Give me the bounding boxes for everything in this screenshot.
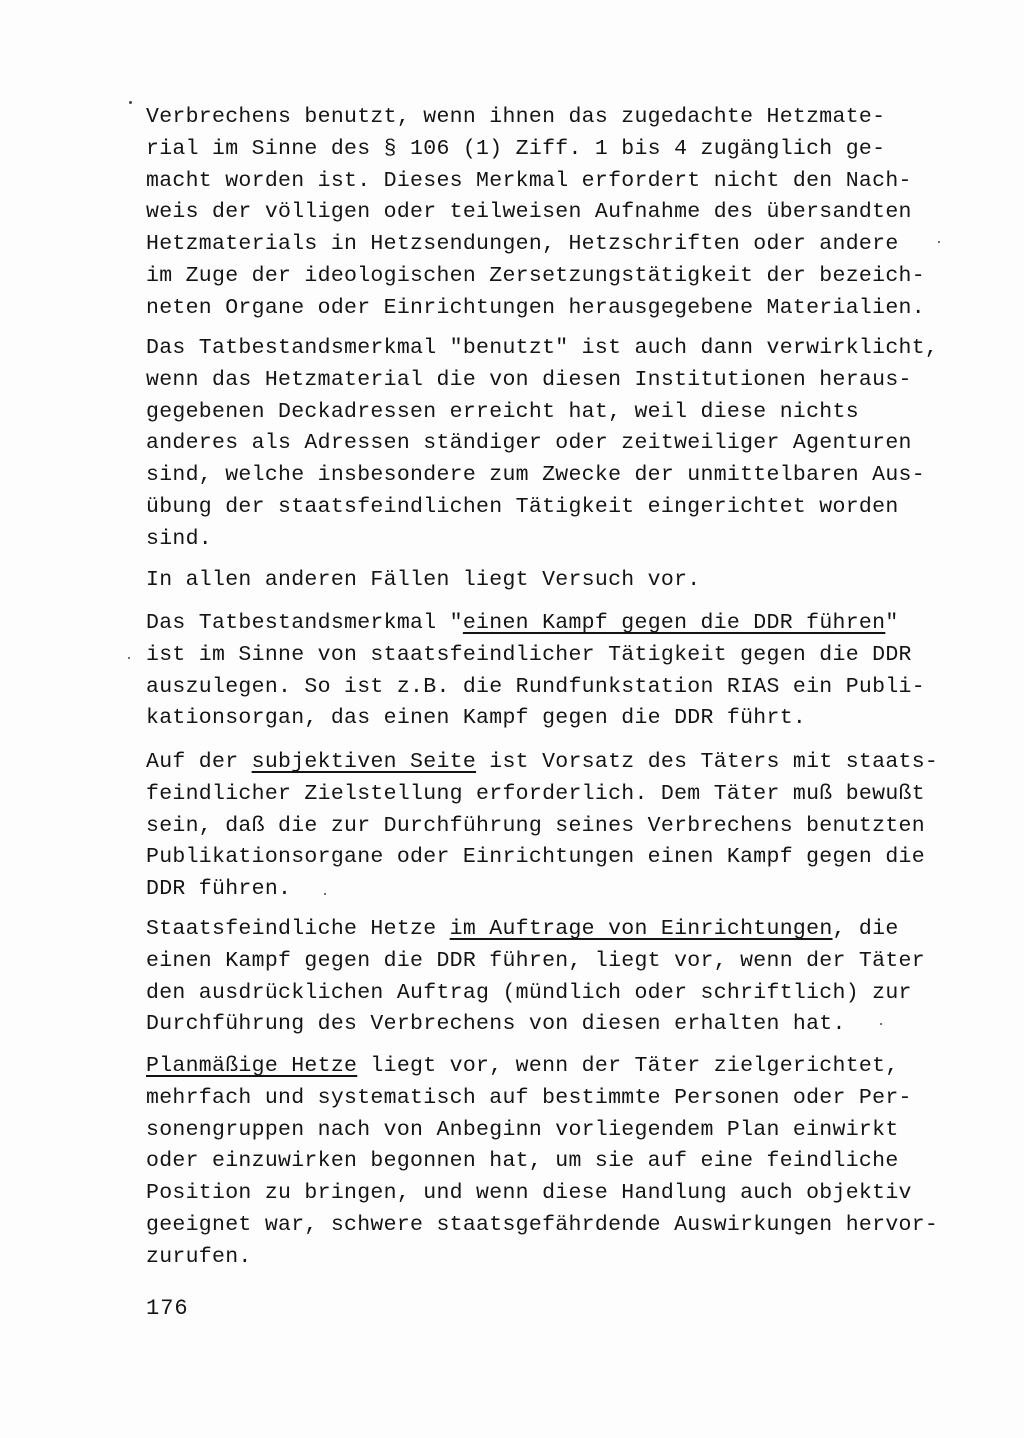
text-line: gegebenen Deckadressen erreicht hat, weil diese nichts (146, 399, 859, 424)
text-line: geeignet war, schwere staatsgefährdende Auswirkungen hervor- (146, 1212, 939, 1237)
text-line: den ausdrücklichen Auftrag (mündlich oder schriftlich) zur (146, 980, 912, 1005)
text-line (146, 1051, 938, 1083)
text-line: mehrfach und systematisch auf bestimmte Personen oder Per- (146, 1085, 912, 1110)
text-line: Publikationsorgane oder Einrichtungen einen Kampf gegen die (146, 845, 925, 870)
text-line: wenn das Hetzmaterial die von diesen Institutionen heraus- (146, 367, 912, 392)
paragraph-4 (146, 608, 925, 735)
text-line: Verbrechens benutzt, wenn ihnen das zugedachte Hetzmate- (146, 105, 886, 129)
text-line: oder einzuwirken begonnen hat, um sie auf eine feindliche (146, 1149, 899, 1174)
paragraph-5 (146, 747, 938, 906)
text-line: sind. (146, 526, 213, 551)
text-line: sein, daß die zur Durchführung seines Verbrechens benutzten (146, 813, 925, 838)
text-segment: " (885, 611, 899, 635)
paragraph-7 (146, 1051, 938, 1274)
text-line: Position zu bringen, und wenn diese Handlung auch objektiv (146, 1181, 912, 1206)
text-line: im Zuge der ideologischen Zersetzungstätigkeit der bezeich- (146, 263, 925, 288)
text-line: sind, welche insbesondere zum Zwecke der unmittelbaren Aus- (146, 463, 925, 488)
text-segment: ist Vorsatz des Täters mit staats- (476, 750, 939, 774)
text-line: anderes als Adressen ständiger oder zeitweiliger Agenturen (146, 431, 912, 456)
text-segment: liegt vor, wenn der Täter zielgerichtet, (357, 1054, 899, 1078)
text-line: übung der staatsfeindlichen Tätigkeit eingerichtet worden (146, 494, 899, 519)
text-line: zurufen. (146, 1244, 252, 1269)
text-line: Hetzmaterials in Hetzsendungen, Hetzschriften oder andere (146, 232, 899, 257)
text-line: In allen anderen Fällen liegt Versuch vor. (146, 568, 701, 592)
paragraph-3 (146, 565, 701, 597)
text-line: macht worden ist. Dieses Merkmal erfordert nicht den Nach- (146, 168, 912, 193)
scan-speck (938, 241, 940, 243)
text-line: weis der völligen oder teilweisen Aufnahme des übersandten (146, 200, 912, 225)
text-line (146, 608, 925, 640)
page-number: 176 (146, 1296, 189, 1321)
underlined-phrase: einen Kampf gegen die DDR führen (462, 611, 886, 635)
scan-speck (128, 657, 130, 659)
text-segment: Staatsfeindliche Hetze (146, 917, 450, 941)
text-line: DDR führen. (146, 877, 292, 902)
text-line: neten Organe oder Einrichtungen herausgegebene Materialien. (146, 295, 925, 320)
text-line: kationsorgan, das einen Kampf gegen die DDR führt. (146, 706, 807, 731)
text-line: ist im Sinne von staatsfeindlicher Tätigkeit gegen die DDR (146, 642, 912, 667)
text-line (146, 914, 925, 946)
text-segment: , die (832, 917, 899, 941)
underlined-phrase: Planmäßige Hetze (146, 1054, 358, 1078)
text-line: feindlicher Zielstellung erforderlich. Dem Täter muß bewußt (146, 781, 925, 806)
paragraph-2 (146, 333, 938, 556)
text-segment: Auf der (146, 750, 252, 774)
text-line: einen Kampf gegen die DDR führen, liegt vor, wenn der Täter (146, 948, 925, 973)
text-segment: Das Tatbestandsmerkmal " (146, 611, 463, 635)
text-line: sonengruppen nach von Anbeginn vorliegendem Plan einwirkt (146, 1117, 899, 1142)
scan-speck (129, 101, 132, 104)
paragraph-6 (146, 914, 925, 1041)
paragraph-1 (146, 102, 925, 325)
text-line: auszulegen. So ist z.B. die Rundfunkstation RIAS ein Publi- (146, 674, 925, 699)
underlined-phrase: im Auftrage von Einrichtungen (449, 917, 833, 941)
text-line: Das Tatbestandsmerkmal "benutzt" ist auch dann verwirklicht, (146, 336, 939, 360)
text-line: rial im Sinne des § 106 (1) Ziff. 1 bis 4 zugänglich ge- (146, 136, 886, 161)
text-line: Durchführung des Verbrechens von diesen erhalten hat. (146, 1012, 846, 1037)
text-line (146, 747, 938, 779)
underlined-phrase: subjektiven Seite (251, 750, 477, 774)
